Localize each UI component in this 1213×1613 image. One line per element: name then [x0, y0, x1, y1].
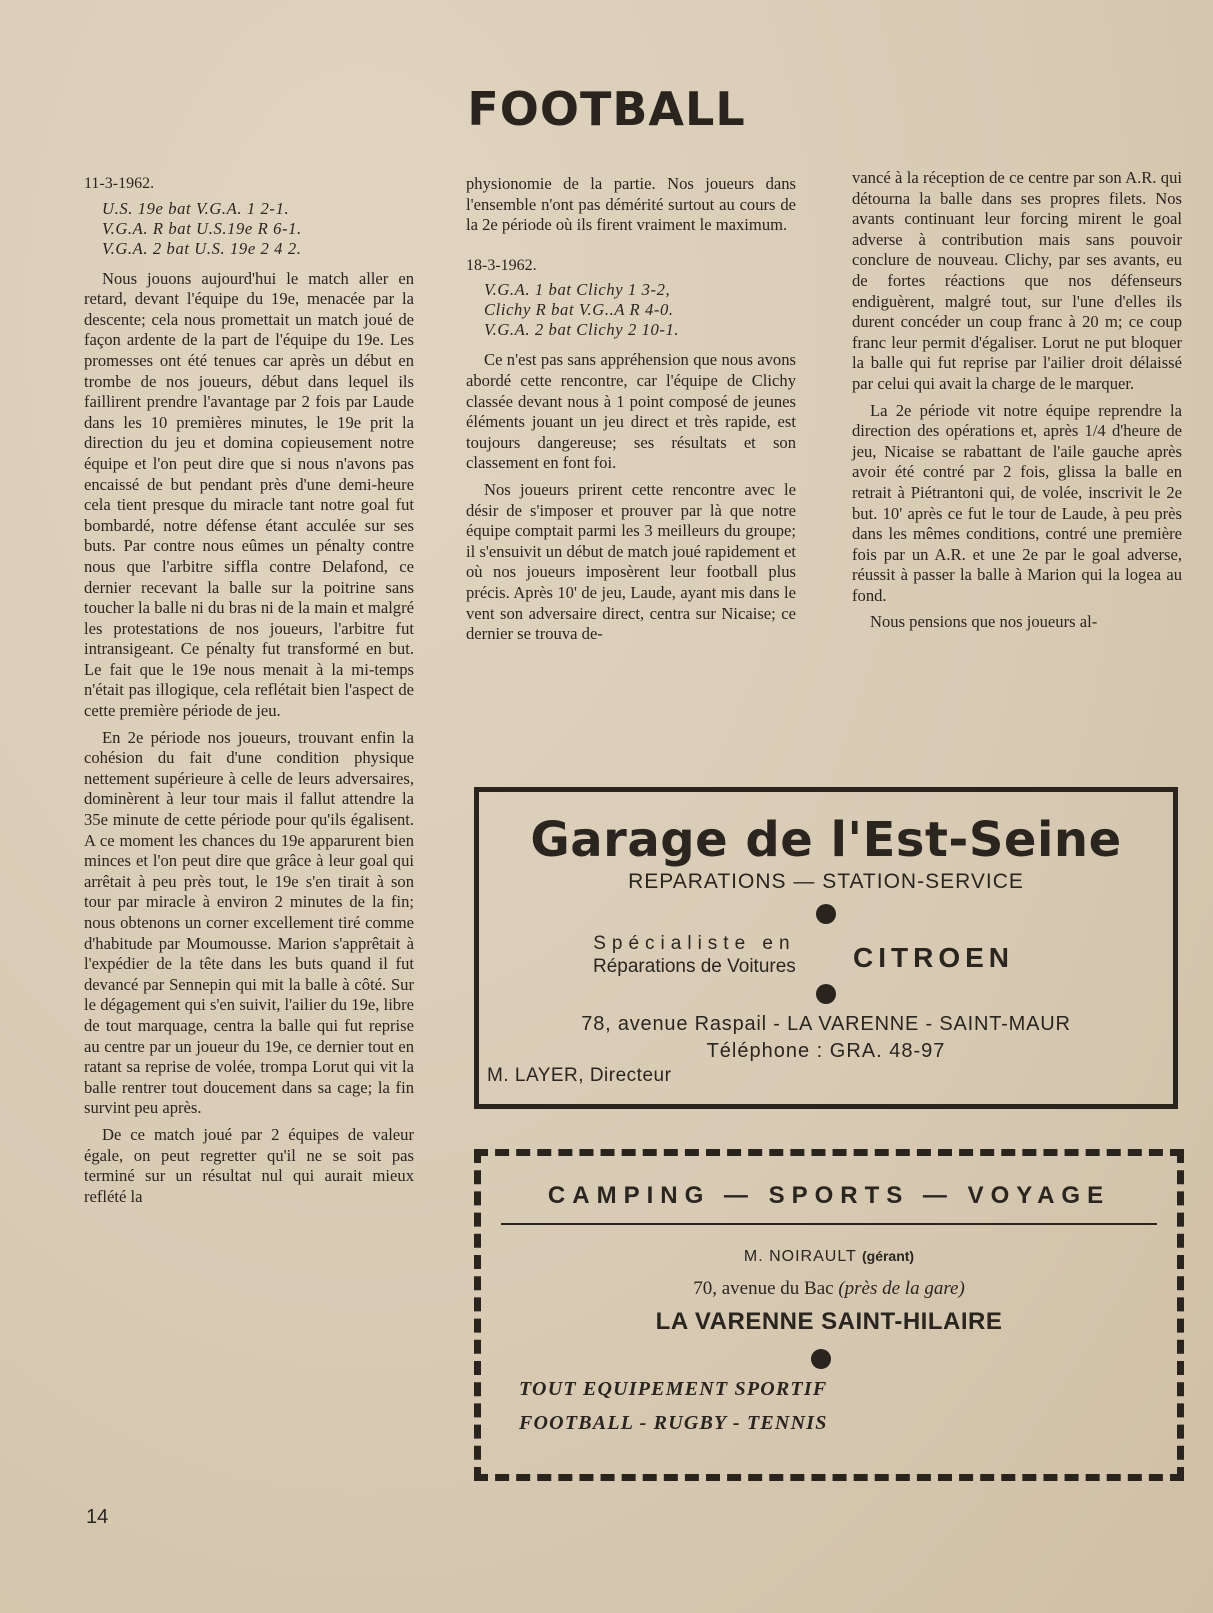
results-list: [102, 199, 414, 259]
garage-name: Garage de l'Est-Seine: [530, 812, 1122, 868]
garage-address: 78, avenue Raspail - LA VARENNE - SAINT-MAUR: [581, 1013, 1071, 1035]
bullet-dot-icon: [816, 904, 836, 924]
camping-address: [481, 1278, 1177, 1300]
page-number: 14: [86, 1506, 109, 1528]
address-street: 70, avenue du Bac: [693, 1278, 834, 1299]
result-line: V.G.A. 2 bat Clichy 2 10-1.: [484, 320, 680, 340]
address-note: (près de la gare): [838, 1278, 965, 1299]
camping-advertisement: [474, 1149, 1184, 1481]
article-paragraph: La 2e période vit notre équipe reprendre la direction des opérations et, après 1/4 d'heure de jeu, Nicaise se rabattant de l'aile gauche après avoir été contré par 2 fois, glissa la balle en retrait à Piétrantoni qui, de volée, inscrivit le 2e but. 10' après ce fut le tour de Laude, à peu près dans les mêmes conditions, contré une première fois par un A.R. et une 2e par le goal adverse, réussit à passer la balle à Marion qui la logea au fond.: [852, 400, 1182, 605]
sports-line: FOOTBALL - RUGBY - TENNIS: [519, 1412, 828, 1434]
article-paragraph: Nos joueurs prirent cette rencontre avec le désir de s'imposer et prouver par là que notre équipe comptait parmi les 3 meilleurs du groupe; il s'ensuivit un début de match joué rapidement et où nos joueurs imposèrent leur football plus précis. Après 10' de jeu, Laude, ayant mis dans le vent son adversaire direct, centra sur Nicaise; ce dernier se trouva de-: [466, 479, 796, 644]
result-line: U.S. 19e bat V.G.A. 1 2-1.: [102, 198, 290, 218]
equipment-line: TOUT EQUIPEMENT SPORTIF: [519, 1378, 828, 1400]
garage-advertisement: [474, 787, 1178, 1109]
garage-director: M. LAYER, Directeur: [487, 1065, 672, 1086]
garage-phone: Téléphone : GRA. 48-97: [706, 1040, 946, 1062]
specialist-text: [593, 932, 796, 978]
specialist-line: Réparations de Voitures: [593, 956, 796, 977]
article-column-2: [466, 174, 796, 651]
article-paragraph: Ce n'est pas sans appréhension que nous avons abordé cette rencontre, car l'équipe de Clichy classée devant nous à 1 point composé de jeunes éléments jouant un jeu direct et très rapide, est toujours dangereuse; ses résultats et son classement en font foi.: [466, 350, 796, 473]
garage-services: REPARATIONS — STATION-SERVICE: [628, 870, 1024, 893]
article-paragraph: Nous jouons aujourd'hui le match aller en retard, devant l'équipe du 19e, menacée par la descente; cela nous promettait un match joué de façon ardente de la part de l'équipe du 19e. Les promesses ont été tenues car après un début en trombe de nos joueurs, début dans lequel ils faillirent prendre l'avantage par 2 fois par Laude dans les 10 premières minutes, le 19e prit la direction du jeu et domina copieusement notre équipe et l'on peut dire que si nous n'avons pas encaissé de but pendant près d'une demi-heure cela tient presque du miracle tant notre goal fut bombardé, notre défense étant acculée sur ses buts. Par contre nous eûmes un pénalty contre nous que l'arbitre siffla contre Delafond, ce dernier recevant la balle sur la poitrine sans toucher la balle ni du bras ni de la main et malgré les protestations de nos joueurs, l'arbitre fut intransigeant. Ce pénalty fut transformé en but. Le fait que le 19e nous menait à la mi-temps n'était pas illogique, cela reflétait bien l'aspect de cette première période de jeu.: [84, 268, 414, 721]
result-line: V.G.A. R bat U.S.19e R 6-1.: [102, 218, 302, 238]
camping-manager: [481, 1248, 1177, 1266]
article-paragraph: De ce match joué par 2 équipes de valeur égale, on peut regretter qu'il ne se soit pas terminé sur un résultat nul qui aurait mieux reflété la: [84, 1124, 414, 1206]
article-paragraph: Nous pensions que nos joueurs al-: [870, 612, 1098, 632]
result-line: V.G.A. 1 bat Clichy 1 3-2,: [484, 280, 671, 300]
match-date: 11-3-1962.: [84, 175, 155, 192]
manager-name: M. NOIRAULT: [743, 1248, 857, 1265]
page-title: FOOTBALL: [467, 82, 746, 136]
camping-town: LA VARENNE SAINT-HILAIRE: [655, 1308, 1003, 1335]
specialist-line: Spécialiste en: [593, 933, 796, 954]
article-paragraph: physionomie de la partie. Nos joueurs dans l'ensemble n'ont pas démérité surtout au cours de la 2e période où ils firent vraiment le maximum.: [466, 174, 796, 235]
bullet-dot-icon: [811, 1349, 831, 1369]
camping-heading: CAMPING — SPORTS — VOYAGE: [547, 1182, 1111, 1209]
article-column-3: [852, 168, 1182, 639]
divider: [501, 1223, 1157, 1225]
bullet-dot-icon: [816, 984, 836, 1004]
match-date: 18-3-1962.: [466, 256, 537, 274]
article-paragraph: vancé à la réception de ce centre par son A.R. qui détourna la balle dans ses propres filets. Nos avants continuant leur forcing mirent le goal adverse à contribution mais sans pouvoir conclure de nouveau. Clichy, par ses avants, eu de fortes réactions que nos défenseurs endiguèrent, malgré tout, sur l'une d'elles ils durent concéder un coup franc à 20 m; ce coup franc leur permit d'égaliser. Lorut ne put bloquer la balle qui fut reprise par l'ailier droit délaissé par celui qui avait la charge de le marquer.: [852, 168, 1182, 393]
result-line: V.G.A. 2 bat U.S. 19e 2 4 2.: [102, 238, 302, 258]
brand-name: CITROEN: [853, 942, 1014, 973]
article-paragraph: En 2e période nos joueurs, trouvant enfin la cohésion du fait d'une condition physique nettement supérieure à celle de leurs adversaires, dominèrent à leur tour mais il fallut attendre la 35e minute de cette période pour qu'ils égalisent. A ce moment les chances du 19e apparurent bien minces et l'on peut dire que grâce à leur goal qui arrêtait à peu près tout, le 19e s'en tirait à son tour par miracle à environ 2 minutes de la fin; nous obtenons un corner excellement tiré comme d'habitude par Moumousse. Marion s'apprêtait à l'expédier de la tête dans les buts quand il fut devancé par Sennepin qui mit la balle à côté. Sur le dégagement qui s'en suivit, l'ailier du 19e, libre de tout marquage, centra la balle qui fut reprise au centre par un joueur du 19e, ce dernier tout en ratant sa reprise de volée, trompa Lorut qui vit la balle rentrer tout doucement dans sa cage; la fin survint peu après.: [84, 727, 414, 1118]
result-line: Clichy R bat V.G..A R 4-0.: [484, 300, 674, 320]
results-list: [484, 280, 796, 340]
manager-role: (gérant): [861, 1248, 915, 1264]
article-column-1: [84, 174, 414, 1213]
